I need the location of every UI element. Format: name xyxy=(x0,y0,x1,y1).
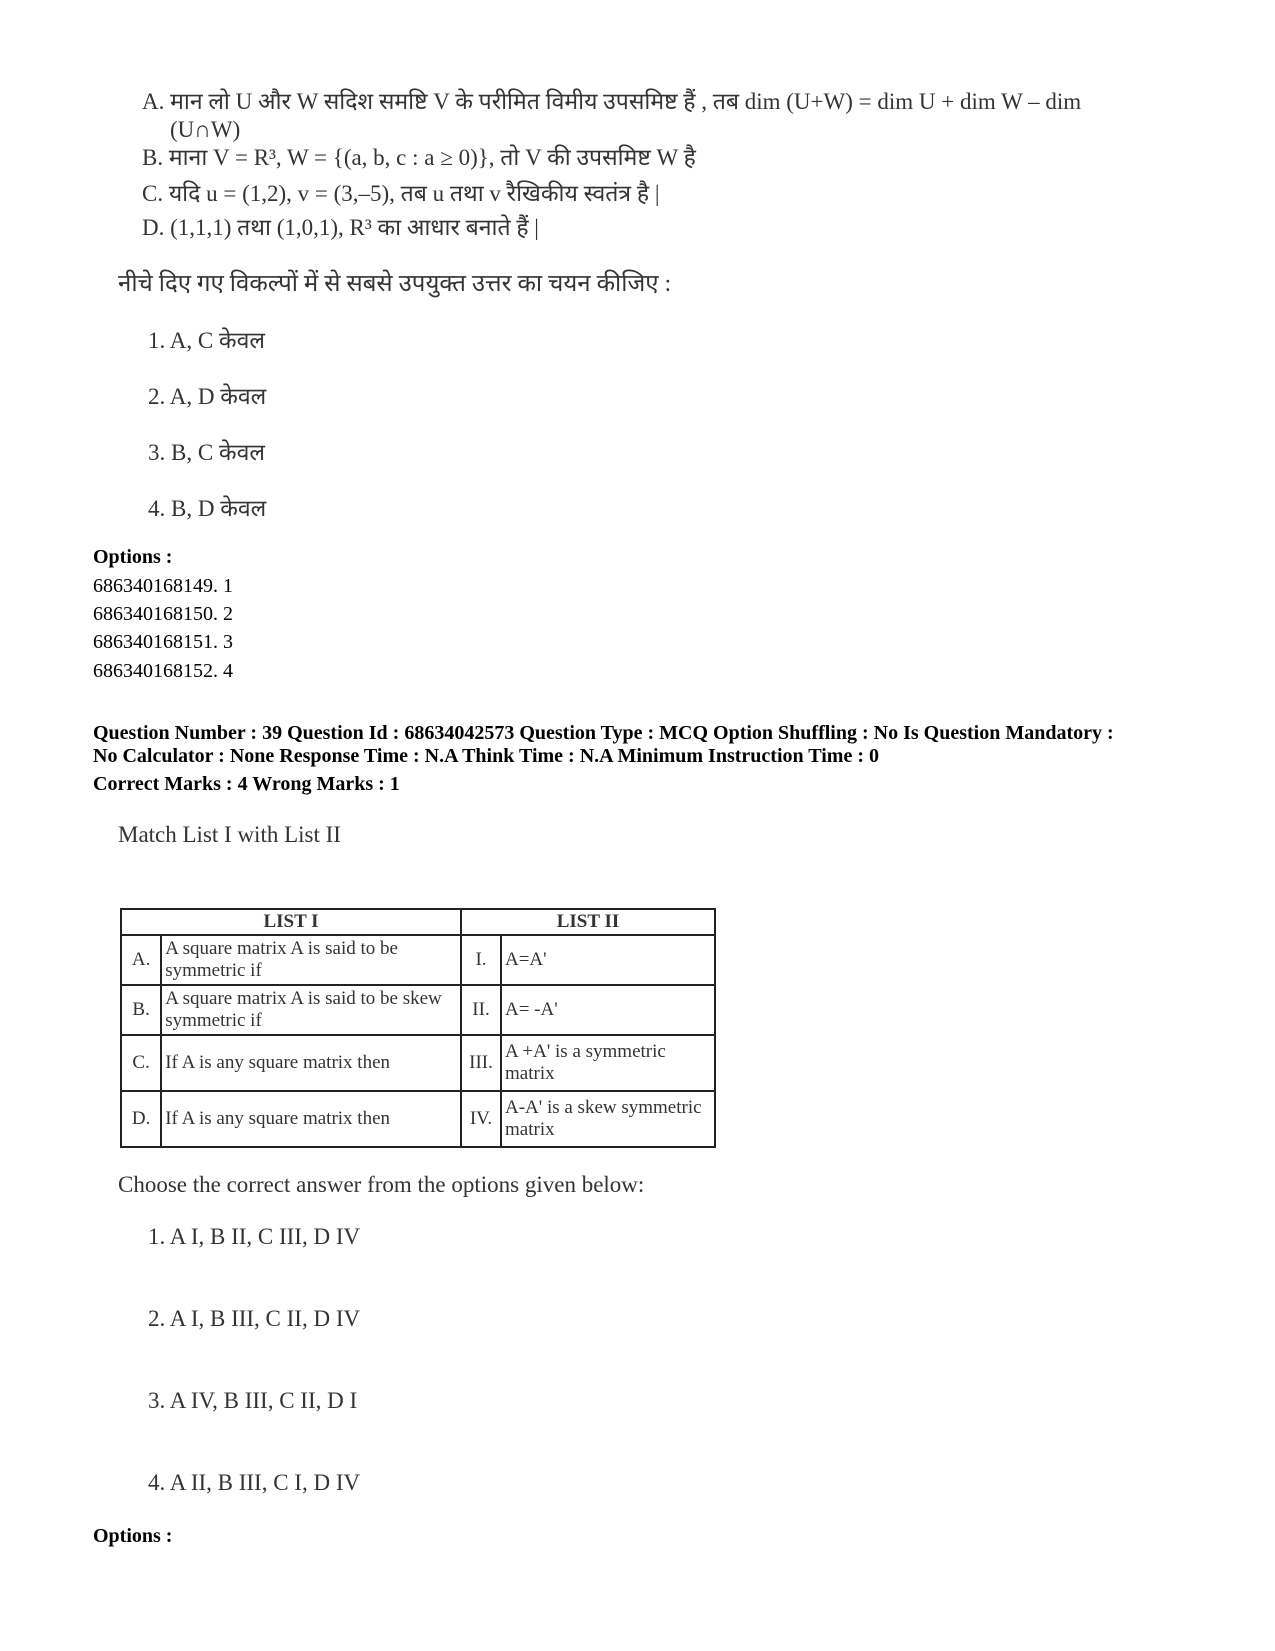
statement-b: B. माना V = R³, W = {(a, b, c : a ≥ 0)}, तो V की उपसमिष्ट W है xyxy=(142,145,696,170)
row-d-roman: IV. xyxy=(461,1091,501,1147)
row-d-label: D. xyxy=(121,1091,161,1147)
q39-choice-2: 2. A I, B III, C II, D IV xyxy=(148,1306,361,1331)
row-c-label: C. xyxy=(121,1035,161,1091)
row-d-list1: If A is any square matrix then xyxy=(161,1091,461,1147)
table-row xyxy=(121,935,715,985)
q38-choice-3: 3. B, C केवल xyxy=(148,440,265,465)
q38-option-3: 686340168151. 3 xyxy=(93,631,233,653)
row-a-roman: I. xyxy=(461,935,501,985)
q38-prompt: नीचे दिए गए विकल्पों में से सबसे उपयुक्त उत्तर का चयन कीजिए : xyxy=(118,271,672,297)
q39-choice-1: 1. A I, B II, C III, D IV xyxy=(148,1224,361,1249)
q39-header-line1: Question Number : 39 Question Id : 68634042573 Question Type : MCQ Option Shuffling : No Is Question Mandatory : xyxy=(93,722,1114,744)
q38-option-4: 686340168152. 4 xyxy=(93,660,233,682)
q38-choice-1: 1. A, C केवल xyxy=(148,328,265,353)
row-b-list2: A= -A' xyxy=(501,985,715,1035)
row-b-roman: II. xyxy=(461,985,501,1035)
list-1-header: LIST I xyxy=(121,909,461,935)
statement-a-continuation: (U∩W) xyxy=(170,117,241,142)
q38-choice-4: 4. B, D केवल xyxy=(148,496,267,521)
statement-a xyxy=(142,88,1081,144)
row-c-roman: III. xyxy=(461,1035,501,1091)
q39-header-line2: No Calculator : None Response Time : N.A Think Time : N.A Minimum Instruction Time : 0 xyxy=(93,745,879,767)
statement-d: D. (1,1,1) तथा (1,0,1), R³ का आधार बनाते हैं | xyxy=(142,215,539,240)
table-row xyxy=(121,1035,715,1091)
row-a-list1: A square matrix A is said to be symmetric if xyxy=(161,935,461,985)
q39-choice-3: 3. A IV, B III, C II, D I xyxy=(148,1388,358,1413)
statement-a-text: A. मान लो U और W सदिश समष्टि V के परीमित विमीय उपसमिष्ट हैं , तब dim (U+W) = dim U + dim W – dim xyxy=(142,89,1082,114)
q39-intro: Match List I with List II xyxy=(118,822,341,847)
q39-prompt: Choose the correct answer from the options given below: xyxy=(118,1172,645,1197)
row-d-list2: A-A' is a skew symmetric matrix xyxy=(501,1091,715,1147)
table-row xyxy=(121,985,715,1035)
q38-choice-2: 2. A, D केवल xyxy=(148,384,267,409)
options-label-2: Options : xyxy=(93,1525,173,1547)
options-label: Options : xyxy=(93,546,173,568)
row-c-list1: If A is any square matrix then xyxy=(161,1035,461,1091)
row-a-list2: A=A' xyxy=(501,935,715,985)
list-2-header: LIST II xyxy=(461,909,715,935)
q39-choice-4: 4. A II, B III, C I, D IV xyxy=(148,1470,361,1495)
row-c-list2: A +A' is a symmetric matrix xyxy=(501,1035,715,1091)
row-b-list1: A square matrix A is said to be skew symmetric if xyxy=(161,985,461,1035)
table-row xyxy=(121,1091,715,1147)
q38-option-2: 686340168150. 2 xyxy=(93,603,233,625)
statement-c: C. यदि u = (1,2), v = (3,–5), तब u तथा v रैखिकीय स्वतंत्र है | xyxy=(142,181,660,206)
match-table-header-row xyxy=(121,909,715,935)
row-b-label: B. xyxy=(121,985,161,1035)
row-a-label: A. xyxy=(121,935,161,985)
match-table xyxy=(120,908,716,1148)
q38-option-1: 686340168149. 1 xyxy=(93,575,233,597)
q39-header-line3: Correct Marks : 4 Wrong Marks : 1 xyxy=(93,773,400,795)
